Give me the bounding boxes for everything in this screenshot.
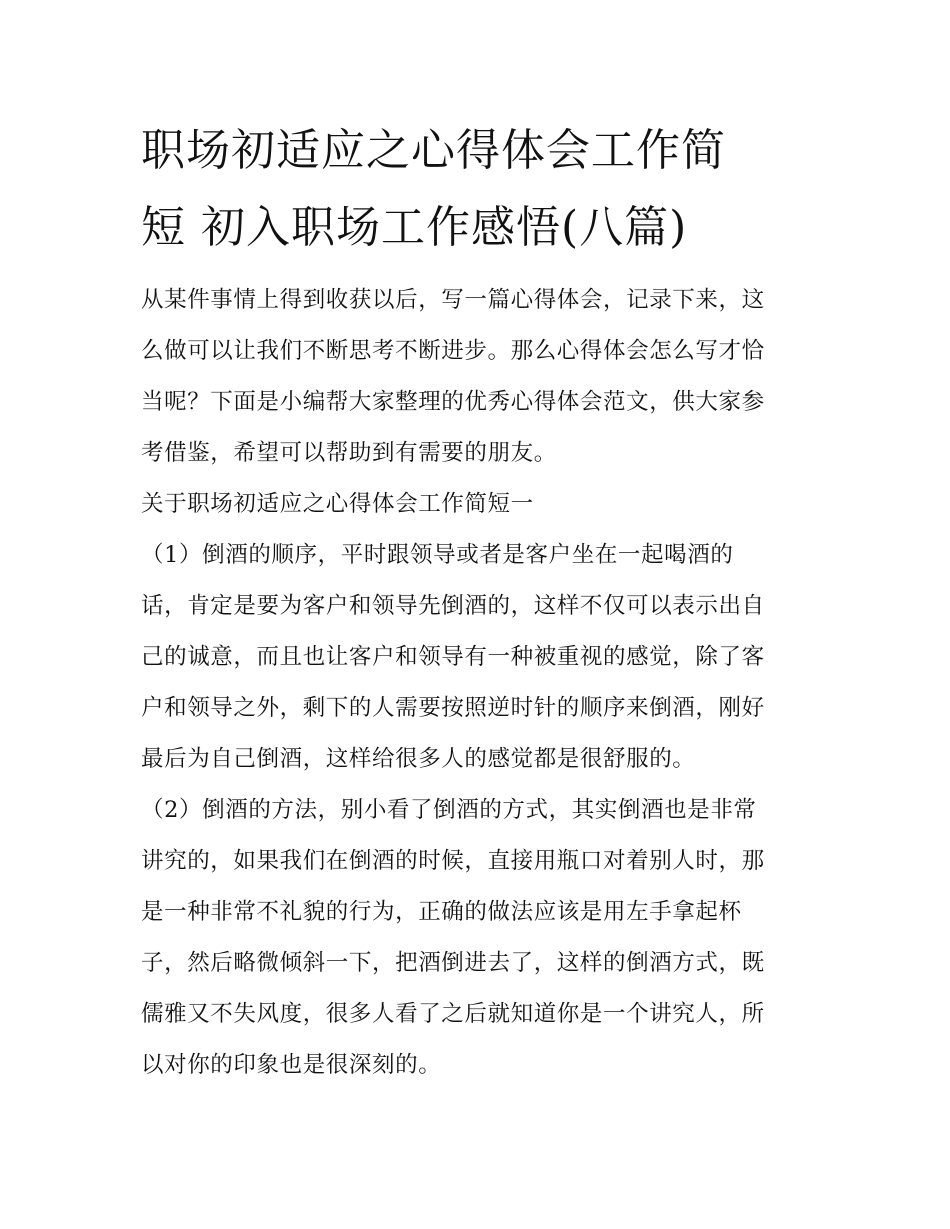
item-1-paragraph bbox=[141, 530, 821, 785]
title-line: 短 初入职场工作感悟(八篇) bbox=[141, 202, 688, 253]
section-heading: 关于职场初适应之心得体会工作简短一 bbox=[141, 491, 534, 517]
item-2-line: 子，然后略微倾斜一下，把酒倒进去了，这样的倒酒方式，既 bbox=[141, 950, 765, 976]
intro-line: 从某件事情上得到收获以后，写一篇心得体会，记录下来，这 bbox=[141, 287, 765, 313]
item-1-line: 户和领导之外，剩下的人需要按照逆时针的顺序来倒酒，刚好 bbox=[141, 695, 765, 721]
intro-line: 么做可以让我们不断思考不断进步。那么心得体会怎么写才恰 bbox=[141, 338, 765, 364]
intro-paragraph bbox=[141, 275, 821, 479]
item-1-line: 最后为自己倒酒，这样给很多人的感觉都是很舒服的。 bbox=[141, 746, 696, 772]
intro-line: 当呢？下面是小编帮大家整理的优秀心得体会范文，供大家参 bbox=[141, 389, 765, 415]
document-body bbox=[141, 275, 821, 1091]
item-1-line: （1）倒酒的顺序，平时跟领导或者是客户坐在一起喝酒的 bbox=[141, 542, 734, 568]
item-2-line: 儒雅又不失风度，很多人看了之后就知道你是一个讲究人，所 bbox=[141, 1001, 765, 1027]
item-2-line: 以对你的印象也是很深刻的。 bbox=[141, 1052, 442, 1078]
item-1-line: 己的诚意，而且也让客户和领导有一种被重视的感觉，除了客 bbox=[141, 644, 765, 670]
item-1-line: 话，肯定是要为客户和领导先倒酒的，这样不仅可以表示出自 bbox=[141, 593, 765, 619]
item-2-line: （2）倒酒的方法，别小看了倒酒的方式，其实倒酒也是非常 bbox=[141, 797, 757, 823]
item-2-line: 讲究的，如果我们在倒酒的时候，直接用瓶口对着别人时，那 bbox=[141, 848, 765, 874]
item-2-line: 是一种非常不礼貌的行为，正确的做法应该是用左手拿起杯 bbox=[141, 899, 742, 925]
title-line: 职场初适应之心得体会工作简 bbox=[141, 125, 726, 176]
item-2-paragraph bbox=[141, 785, 821, 1091]
intro-line: 考借鉴，希望可以帮助到有需要的朋友。 bbox=[141, 440, 557, 466]
document-title bbox=[141, 112, 821, 266]
